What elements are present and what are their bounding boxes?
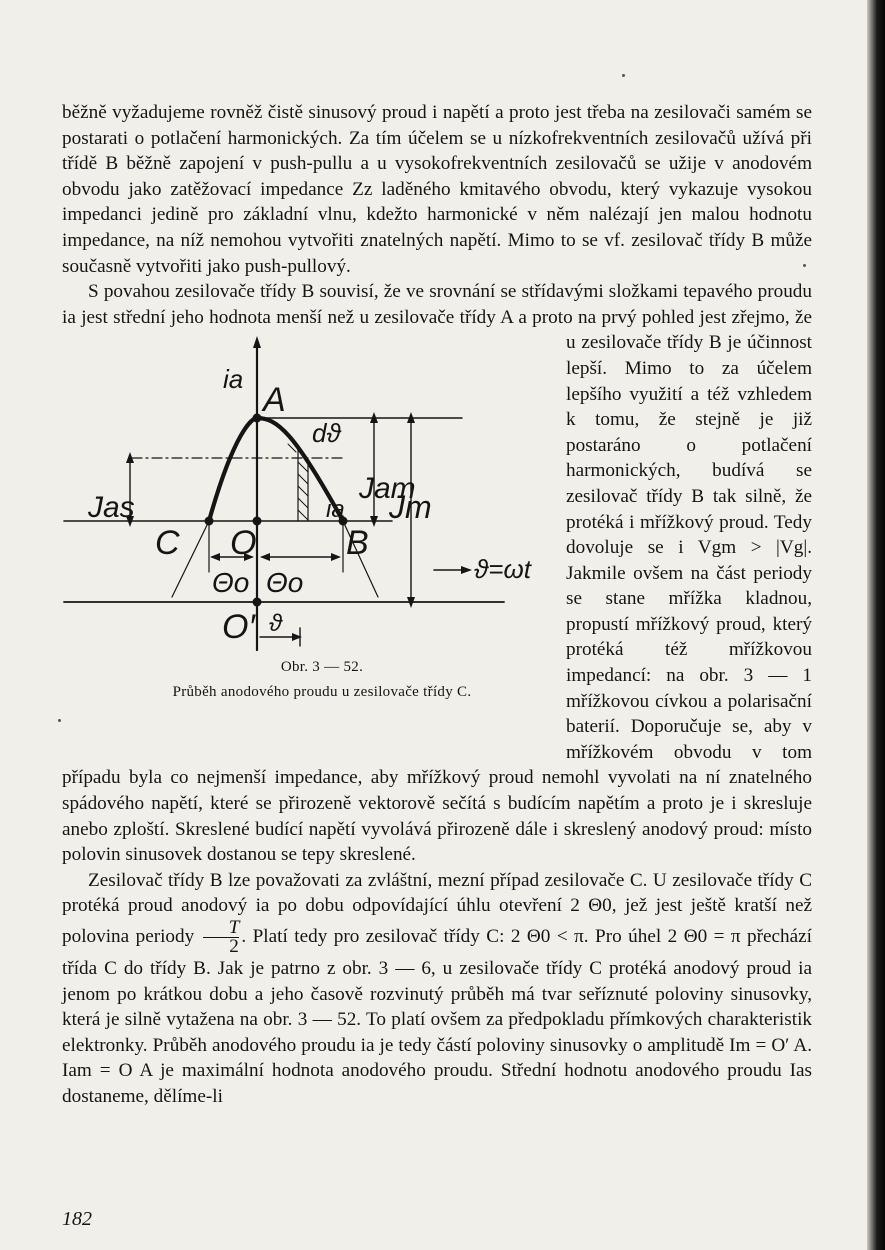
paragraph-1: běžně vyžadujeme rovněž čistě sinusový proud i napětí a proto jest třeba na zesilovači samém se postarati o potlačení harmonických. Za tím účelem se u nízkofrekventních zesilovačů užívá při třídě B běžně zapojení v push-pullu a u vysokofrekventních zesilovačů se užije v anodovém obvodu jako zatěžovací impedance Zz laděného kmitavého obvodu, který vykazuje vysokou impedanci jedině pro základní vlnu, kdežto harmonické v něm nalézají jen malou hodnotu impedance, na níž nemohou vytvořiti znatelných napětí. Mimo to se vf. zesilovač třídy B může současně vytvořiti jako push-pullový.	[62, 102, 812, 277]
arrowhead-axis-up	[253, 336, 261, 348]
paragraph-3-part-b: . Platí tedy pro zesilovač třídy C: 2 Θ0 < π. Pro úhel 2 Θ0 = π přechází třída C do třídy B. Jak je patrno z obr. 3 — 6, u zesilovače třídy C protéká anodový proud ia jenom po krátkou dobu a jeho časově rozvinutý průběh má tvar seříznuté poloviny sinusovky, která je silně vytažena na obr. 3 — 52. To platí ovšem za předpokladu přímkových charakteristik elektronky. Průběh anodového proudu ia je tedy částí poloviny sinusovky o amplitudě Im = O′ A. Iam = O A je maximální hodnota anodového proudu. Střední hodnotu anodového proudu Ias dostaneme, dělíme-li	[62, 925, 813, 1107]
label-ia-axis: ia	[223, 364, 244, 395]
point-A	[253, 414, 262, 423]
label-theta-axis: ϑ=ωt	[474, 554, 531, 585]
point-O-prime	[253, 598, 262, 607]
arrowhead-theta-left-start	[210, 553, 220, 561]
print-speck	[622, 74, 625, 77]
page-body	[62, 100, 812, 1110]
fraction-denominator: 2	[203, 937, 240, 956]
paragraph-2-wrap: a proto na prvý pohled jest zřejmo, že u zesilovače třídy B je účinnost lepší. Mimo to za účelem lepšího využití a též vzhledem k tomu, že stejně je již postaráno o potlačení harmonických, budívá se zesilovač třídy B tak silně, že protéká i mřížkový proud. Tedy dovoluje se i Vgm > |Vg|. Jakmile ovšem na část periody se stane mřížka kladnou, propustí mřížkový proud, který protéká též mřížkovou impedancí: na obr. 3 — 1	[518, 306, 812, 687]
figure-caption-text: Průběh anodového proudu u zesilovače třídy C.	[172, 684, 472, 701]
paragraph-3-part-a: Zesilovač třídy B lze považovati za zvláštní, mezní případ zesilovače C. U zesilovače třídy C protéká proud anodový ia po dobu odpovídající úhlu otevření 2 Θ0, jež jest ještě kratší než polovina periody	[62, 869, 812, 947]
label-Jas: Jas	[88, 491, 135, 525]
label-Jm: Jm	[389, 489, 432, 526]
fraction-t-over-2	[203, 919, 240, 956]
paragraph-2	[62, 279, 812, 868]
label-O-prime: O′	[222, 608, 255, 647]
figure-caption-number: Obr. 3 — 52.	[280, 659, 364, 676]
page-number: 182	[62, 1208, 92, 1230]
paragraph-2-lead: S povahou zesilovače třídy B souvisí, že ve srovnání se střídavými složkami tepavého proudu ia jest střední jeho hodnota menší než u zesilovače třídy A	[62, 281, 812, 328]
label-theta-small: ϑ	[269, 610, 283, 638]
label-dtheta: dϑ	[312, 418, 341, 449]
arrowhead-theta-axis	[461, 566, 472, 574]
fraction-numerator: T	[228, 917, 240, 938]
point-C	[205, 517, 214, 526]
figure-3-52	[62, 332, 556, 742]
strip-hatch	[298, 462, 308, 520]
label-ia-strip: ia	[326, 496, 345, 524]
anode-current-diagram	[62, 332, 556, 742]
label-A: A	[263, 381, 286, 420]
label-theta0-right: Θo	[266, 567, 304, 599]
label-O: O	[230, 524, 257, 563]
page-edge-shadow	[867, 0, 885, 1250]
arrowhead-theta-right-end	[331, 553, 341, 561]
print-speck	[58, 719, 61, 722]
label-Jam: Jam	[359, 472, 416, 506]
arrowhead-theta-right-start	[260, 553, 270, 561]
paragraph-3	[62, 868, 812, 1110]
label-theta0-left: Θo	[212, 567, 250, 599]
label-C: C	[155, 524, 180, 563]
paragraph-2-tail: mřížkovou cívkou a polarisační baterií. Doporučuje se, aby v mřížkovém obvodu v tom případu byla co nejmenší impedance, aby mřížkový proud nemohl vyvolati na ní znatelného spádového napětí, které se přirozeně vektorově sečítá s budícím napětím a proto je i skresluje anebo zploští. Skreslené budící napětí vyvolává přirozeně dále i skreslený anodový proud: místo polovin sinusovek dostanou se tepy skreslené.	[62, 690, 812, 866]
label-B: B	[346, 524, 369, 563]
